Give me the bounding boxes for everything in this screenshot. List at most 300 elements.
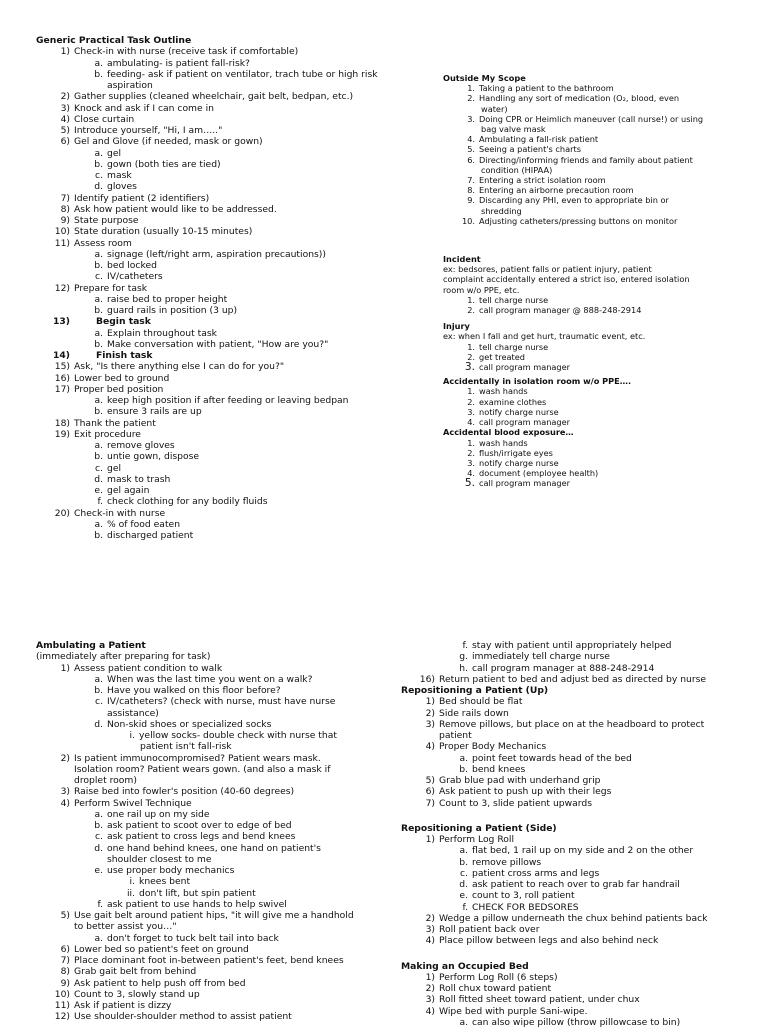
list-item	[36, 474, 396, 485]
list-item-marker: h.	[459, 662, 468, 674]
list-item-text: Ask if patient is dizzy	[74, 1000, 172, 1011]
blood-exposure-title: Accidental blood exposure…	[443, 427, 574, 438]
list-item-text: notify charge nurse	[479, 457, 559, 468]
list-item-marker: c.	[95, 271, 103, 283]
list-item	[443, 305, 743, 315]
occupied-bed-list	[401, 972, 761, 1028]
list-item-text: guard rails in position (3 up)	[107, 305, 238, 316]
list-item-text: raise bed to proper height	[107, 293, 228, 305]
list-item-marker: 2)	[425, 707, 435, 719]
list-item-text: Gather supplies (cleaned wheelchair, gait belt, bedpan, etc.)	[74, 91, 354, 103]
list-item	[443, 407, 743, 417]
list-item-text: ask patient to reach over to grab far handrail	[472, 879, 680, 890]
list-item-marker: 10)	[54, 226, 70, 238]
list-item	[36, 966, 396, 977]
list-item	[36, 69, 396, 80]
list-item-text: stay with patient until appropriately helped	[472, 640, 672, 651]
list-item-text: Entering an airborne precaution room	[479, 185, 634, 196]
list-item-text: aspiration	[107, 80, 153, 91]
list-item	[443, 114, 743, 124]
occupied-bed-title: Making an Occupied Bed	[401, 960, 529, 972]
list-item-text: ask patient to scoot over to edge of bed	[107, 820, 292, 831]
list-item-marker: 8)	[60, 203, 70, 215]
list-item	[36, 989, 396, 1000]
list-item-marker: b.	[94, 685, 103, 696]
list-item-text: ensure 3 rails are up	[107, 406, 202, 418]
list-item-text: Bed should be flat	[439, 696, 523, 708]
list-item-text: don't lift, but spin patient	[139, 887, 256, 899]
list-item-marker: 8.	[467, 185, 475, 196]
list-item	[443, 397, 743, 407]
list-item-marker: 2)	[60, 752, 70, 764]
list-item-marker: 5)	[425, 775, 435, 786]
list-item-text: point feet towards head of the bed	[472, 752, 632, 764]
list-item-text: yellow socks- double check with nurse that	[139, 730, 337, 741]
list-item	[443, 417, 743, 427]
list-item-marker: 6)	[60, 943, 70, 955]
list-item-marker: 17)	[54, 383, 70, 395]
list-item	[401, 730, 761, 741]
list-item	[401, 708, 761, 719]
list-item-text: patient cross arms and legs	[472, 867, 600, 879]
list-item	[36, 103, 396, 114]
list-item-marker: a.	[94, 440, 103, 451]
list-item-marker: 1)	[60, 46, 70, 58]
list-item	[36, 1000, 396, 1011]
list-item-marker: a.	[94, 808, 103, 820]
list-item-marker: 7.	[467, 175, 475, 186]
list-item	[401, 857, 761, 868]
list-item-marker: 2)	[425, 912, 435, 924]
list-item-text: Check-in with nurse	[74, 507, 166, 519]
list-item-text: gloves	[107, 181, 137, 193]
list-item-marker: c.	[460, 867, 468, 879]
list-item	[443, 458, 743, 468]
list-item-marker: a.	[94, 518, 103, 530]
list-item-marker: b.	[94, 406, 103, 418]
list-item-text: Non-skid shoes or specialized socks	[107, 718, 272, 730]
list-item-text: call program manager at 888-248-2914	[472, 662, 655, 674]
list-item-text: Roll fitted sheet toward patient, under chux	[439, 994, 640, 1006]
list-item-text: tell charge nurse	[479, 341, 549, 352]
list-item-marker: 10.	[461, 215, 475, 226]
list-item-marker: g.	[459, 651, 468, 663]
list-item	[36, 384, 396, 395]
list-item-marker: b.	[94, 820, 103, 831]
list-item	[443, 134, 743, 144]
list-item-text: Roll patient back over	[439, 924, 540, 935]
list-item	[36, 114, 396, 125]
list-item	[36, 685, 396, 696]
list-item-text: discharged patient	[107, 530, 194, 541]
list-item-marker: 18)	[54, 417, 70, 429]
list-item-text: call program manager	[479, 362, 571, 373]
list-item	[443, 295, 743, 305]
list-item-marker: 11)	[54, 237, 70, 249]
list-item	[36, 58, 396, 69]
list-item-marker: a.	[459, 845, 468, 857]
repositioning-side-title: Repositioning a Patient (Side)	[401, 822, 557, 834]
list-item	[401, 674, 761, 685]
list-item-marker: 9)	[60, 977, 70, 989]
list-item-marker: b.	[94, 451, 103, 463]
list-item	[36, 91, 396, 102]
list-item-marker: 4)	[60, 113, 70, 125]
list-item-marker: 3.	[464, 361, 475, 374]
list-item-marker: a.	[94, 932, 103, 944]
list-item-marker: d.	[94, 842, 103, 854]
list-item-text: Return patient to bed and adjust bed as directed by nurse	[439, 673, 707, 685]
repositioning-side-list	[401, 834, 761, 947]
list-item-marker: f.	[97, 496, 103, 508]
list-item	[36, 865, 396, 876]
list-item-text: gel	[107, 147, 122, 159]
list-item	[443, 352, 743, 362]
list-item-marker: 3)	[425, 718, 435, 730]
list-item-marker: 7)	[425, 797, 435, 809]
list-item-text: Perform Log Roll	[439, 834, 515, 845]
list-item-marker: d.	[459, 879, 468, 890]
list-item	[36, 719, 396, 730]
list-item-text: Lower bed to ground	[74, 372, 170, 384]
list-item-text: call program manager	[479, 417, 571, 428]
list-item-text: Proper Body Mechanics	[439, 741, 547, 753]
list-item	[443, 165, 743, 175]
list-item-marker: b.	[94, 158, 103, 170]
list-item-text: Gel and Glove (if needed, mask or gown)	[74, 136, 263, 148]
list-item-text: flush/irrigate eyes	[479, 447, 553, 458]
list-item-text: bed locked	[107, 260, 157, 271]
list-item-text: bend knees	[472, 763, 526, 775]
list-item-marker: 13)	[53, 316, 70, 328]
list-item	[401, 753, 761, 764]
list-item-marker: 3.	[467, 406, 475, 417]
list-item-text: Place pillow between legs and also behind neck	[439, 935, 659, 947]
list-item	[401, 798, 761, 809]
list-item	[443, 93, 743, 103]
list-item-marker: 4.	[467, 468, 475, 479]
list-item	[36, 283, 396, 294]
list-item	[36, 798, 396, 809]
list-item-marker: d.	[94, 181, 103, 193]
list-item-marker: a.	[94, 57, 103, 69]
list-item	[36, 451, 396, 462]
list-item-text: Assess room	[74, 237, 132, 249]
list-item-marker: 8)	[60, 966, 70, 978]
list-item	[443, 216, 743, 226]
list-item-text: Wipe bed with purple Sani-wipe.	[439, 1005, 588, 1017]
list-item-marker: b.	[94, 305, 103, 316]
list-item	[401, 775, 761, 786]
list-item-text: Explain throughout task	[107, 327, 217, 339]
list-item-marker: f.	[462, 901, 468, 913]
list-item-text: CHECK FOR BEDSORES	[472, 901, 579, 913]
list-item-text: one rail up on my side	[107, 808, 210, 820]
list-item	[36, 955, 396, 966]
list-item-marker: a.	[94, 147, 103, 159]
list-item-marker: 15)	[54, 361, 70, 373]
list-item-marker: 1.	[467, 294, 475, 305]
list-item-text: can also wipe pillow (throw pillowcase to bin)	[472, 1016, 681, 1028]
list-item	[36, 899, 396, 910]
list-item-text: ask patient to use hands to help swivel	[107, 898, 287, 910]
list-item-marker: 1)	[425, 971, 435, 983]
list-item-text: Have you walked on this floor before?	[107, 685, 281, 696]
list-item	[36, 80, 396, 91]
list-item-text: Ask patient to push up with their legs	[439, 786, 612, 798]
list-item-marker: 12)	[54, 1011, 70, 1023]
list-item	[36, 170, 396, 181]
repositioning-up-title: Repositioning a Patient (Up)	[401, 685, 549, 696]
list-item-text: gel	[107, 462, 122, 474]
list-item-marker: b.	[94, 260, 103, 271]
list-item-text: Handling any sort of medication (O₂, blood, even	[479, 93, 680, 104]
list-item	[443, 206, 743, 216]
list-item	[443, 448, 743, 458]
outside-scope-list	[443, 83, 743, 226]
list-item	[36, 674, 396, 685]
list-item-text: Seeing a patient's charts	[479, 144, 581, 155]
list-item-marker: 1.	[467, 437, 475, 448]
list-item-marker: i.	[129, 730, 135, 741]
list-item-text: to better assist you…"	[74, 921, 177, 933]
list-item-text: examine clothes	[479, 396, 547, 407]
list-item	[401, 935, 761, 946]
list-item	[36, 294, 396, 305]
list-item-text: get treated	[479, 351, 525, 362]
list-item	[36, 215, 396, 226]
list-item-text: % of food eaten	[107, 518, 181, 530]
list-item-marker: f.	[97, 898, 103, 910]
list-item-text: Use gait belt around patient hips, "it will give me a handhold	[74, 910, 354, 921]
list-item-marker: 11)	[54, 1000, 70, 1011]
list-item	[401, 663, 761, 674]
list-item-text: gel again	[107, 485, 150, 496]
list-item-text: untie gown, dispose	[107, 451, 200, 463]
description-line: ex: bedsores, patient falls or patient injury, patient	[443, 264, 652, 275]
list-item	[36, 809, 396, 820]
list-item-marker: 2)	[60, 91, 70, 103]
list-item	[36, 1011, 396, 1022]
list-item-text: Side rails down	[439, 707, 509, 719]
list-item	[401, 890, 761, 901]
list-item-text: Directing/informing friends and family about patient	[479, 154, 693, 165]
list-item-marker: e.	[94, 485, 103, 496]
list-item	[36, 148, 396, 159]
list-item-marker: 2.	[467, 305, 475, 316]
list-item	[443, 386, 743, 396]
list-item-marker: e.	[459, 890, 468, 902]
list-item-text: Assess patient condition to walk	[74, 662, 223, 674]
list-item-text: patient isn't fall-risk	[140, 741, 232, 753]
list-item	[401, 786, 761, 797]
list-item-marker: 2)	[425, 983, 435, 994]
list-item-marker: ii.	[126, 887, 135, 899]
ambulating-title: Ambulating a Patient	[36, 640, 146, 651]
list-item-text: Roll chux toward patient	[439, 983, 552, 994]
list-item-text: one hand behind knees, one hand on patient's	[107, 842, 321, 854]
list-item-marker: a.	[94, 248, 103, 260]
list-item	[36, 921, 396, 932]
list-item-marker: a.	[459, 1016, 468, 1028]
list-item	[36, 159, 396, 170]
list-item	[401, 719, 761, 730]
list-item-marker: 7)	[60, 192, 70, 204]
list-item-text: Perform Swivel Technique	[74, 797, 192, 809]
list-item-marker: 4)	[425, 935, 435, 947]
list-item-text: IV/catheters? (check with nurse, must have nurse	[107, 696, 336, 708]
list-item	[443, 478, 743, 488]
ambulating-section	[36, 640, 396, 1023]
description-line: ex: when I fall and get hurt, traumatic event, etc.	[443, 331, 646, 342]
list-item-text: ask patient to cross legs and bend knees	[107, 831, 296, 843]
list-item-marker: c.	[95, 696, 103, 708]
list-item	[36, 888, 396, 899]
list-item-text: State purpose	[74, 215, 139, 226]
list-item	[401, 994, 761, 1005]
list-item	[36, 373, 396, 384]
list-item-marker: b.	[459, 856, 468, 868]
list-item-text: IV/catheters	[107, 271, 163, 283]
list-item-marker: 3)	[425, 994, 435, 1006]
list-item-text: Make conversation with patient, "How are you?"	[107, 338, 329, 350]
list-item-text: Count to 3, slowly stand up	[74, 988, 200, 1000]
list-item-marker: 14)	[53, 350, 70, 361]
list-item-text: Begin task	[96, 316, 151, 328]
list-item-text: shredding	[481, 205, 522, 216]
list-item-marker: b.	[459, 763, 468, 775]
list-item	[36, 876, 396, 887]
list-item-text: Ambulating a fall-risk patient	[479, 134, 599, 145]
injury-list	[443, 342, 743, 373]
list-item-marker: d.	[94, 718, 103, 730]
list-item	[36, 463, 396, 474]
list-item-text: Entering a strict isolation room	[479, 175, 606, 186]
list-item-marker: 10)	[54, 988, 70, 1000]
list-item	[36, 406, 396, 417]
list-item	[36, 786, 396, 797]
list-item	[36, 193, 396, 204]
list-item-marker: 6)	[425, 786, 435, 798]
list-item-text: notify charge nurse	[479, 406, 559, 417]
list-item-text: Thank the patient	[74, 417, 156, 429]
list-item-marker: 1)	[425, 834, 435, 845]
list-item	[36, 440, 396, 451]
list-item-marker: c.	[95, 462, 103, 474]
list-item-text: ambulating- is patient fall-risk?	[107, 57, 250, 69]
list-item-marker: 1.	[467, 386, 475, 397]
list-item	[36, 933, 396, 944]
list-item-text: use proper body mechanics	[107, 865, 235, 876]
ambulating-subtitle: (immediately after preparing for task)	[36, 651, 211, 663]
list-item-text: Close curtain	[74, 113, 135, 125]
right-top-column	[443, 73, 743, 489]
list-item	[443, 362, 743, 372]
list-item-text: document (employee health)	[479, 468, 599, 479]
list-item	[443, 185, 743, 195]
list-item-marker: 9)	[60, 215, 70, 226]
list-item	[36, 775, 396, 786]
list-item	[401, 868, 761, 879]
list-item	[36, 429, 396, 440]
list-item	[36, 328, 396, 339]
list-item-marker: 5.	[464, 477, 475, 490]
list-item-text: Ask how patient would like to be addressed.	[74, 203, 277, 215]
list-item-text: check clothing for any bodily fluids	[107, 496, 268, 508]
list-item	[36, 249, 396, 260]
list-item-text: Lower bed so patient's feet on ground	[74, 943, 249, 955]
list-item-marker: 16)	[419, 673, 435, 685]
isolation-list	[443, 386, 743, 427]
list-item-marker: 12)	[54, 282, 70, 294]
list-item	[36, 820, 396, 831]
list-item-marker: 4)	[60, 797, 70, 809]
right-bottom-column	[401, 640, 761, 1028]
list-item-text: count to 3, roll patient	[472, 890, 575, 902]
list-item	[36, 418, 396, 429]
list-item-text: Prepare for task	[74, 282, 148, 294]
list-item	[443, 438, 743, 448]
list-item	[36, 238, 396, 249]
list-item	[36, 764, 396, 775]
generic-outline	[36, 35, 396, 541]
repositioning-up-list	[401, 696, 761, 809]
list-item	[443, 83, 743, 93]
generic-outline-list	[36, 46, 396, 541]
list-item-marker: 3.	[467, 457, 475, 468]
list-item-marker: 4)	[425, 741, 435, 753]
incident-desc	[443, 264, 743, 295]
list-item	[36, 663, 396, 674]
list-item-marker: 7)	[60, 955, 70, 966]
list-item-text: Discarding any PHI, even to appropriate bin or	[479, 195, 669, 206]
list-item	[36, 260, 396, 271]
list-item-marker: 3.	[467, 113, 475, 124]
list-item-marker: 9.	[467, 195, 475, 206]
incident-title: Incident	[443, 254, 481, 265]
list-item-text: remove pillows	[472, 856, 542, 868]
list-item-marker: c.	[95, 170, 103, 181]
list-item-text: patient	[439, 730, 472, 741]
list-item-marker: 6.	[467, 154, 475, 165]
list-item	[36, 46, 396, 57]
list-item-marker: 1.	[467, 341, 475, 352]
list-item-text: Introduce yourself, "Hi, I am….."	[74, 125, 223, 136]
list-item	[36, 204, 396, 215]
list-item-marker: b.	[94, 530, 103, 541]
list-item-text: bag valve mask	[481, 124, 546, 135]
list-item-text: call program manager @ 888-248-2914	[479, 305, 642, 316]
list-item-marker: a.	[94, 673, 103, 685]
list-item	[36, 741, 396, 752]
list-item-marker: 19)	[54, 428, 70, 440]
list-item	[36, 753, 396, 764]
list-item-marker: 2.	[467, 447, 475, 458]
list-item-text: call program manager	[479, 478, 571, 489]
list-item-text: mask to trash	[107, 473, 171, 485]
list-item	[36, 696, 396, 707]
list-item	[36, 305, 396, 316]
list-item	[36, 271, 396, 282]
list-item-text: mask	[107, 170, 132, 181]
list-item	[36, 316, 396, 327]
blood-exposure-list	[443, 438, 743, 489]
list-item-marker: d.	[94, 473, 103, 485]
list-item-marker: 20)	[54, 507, 70, 519]
list-item	[36, 350, 396, 361]
list-item-text: Is patient immunocompromised? Patient wears mask.	[74, 752, 321, 764]
ambulating-list	[36, 663, 396, 1023]
